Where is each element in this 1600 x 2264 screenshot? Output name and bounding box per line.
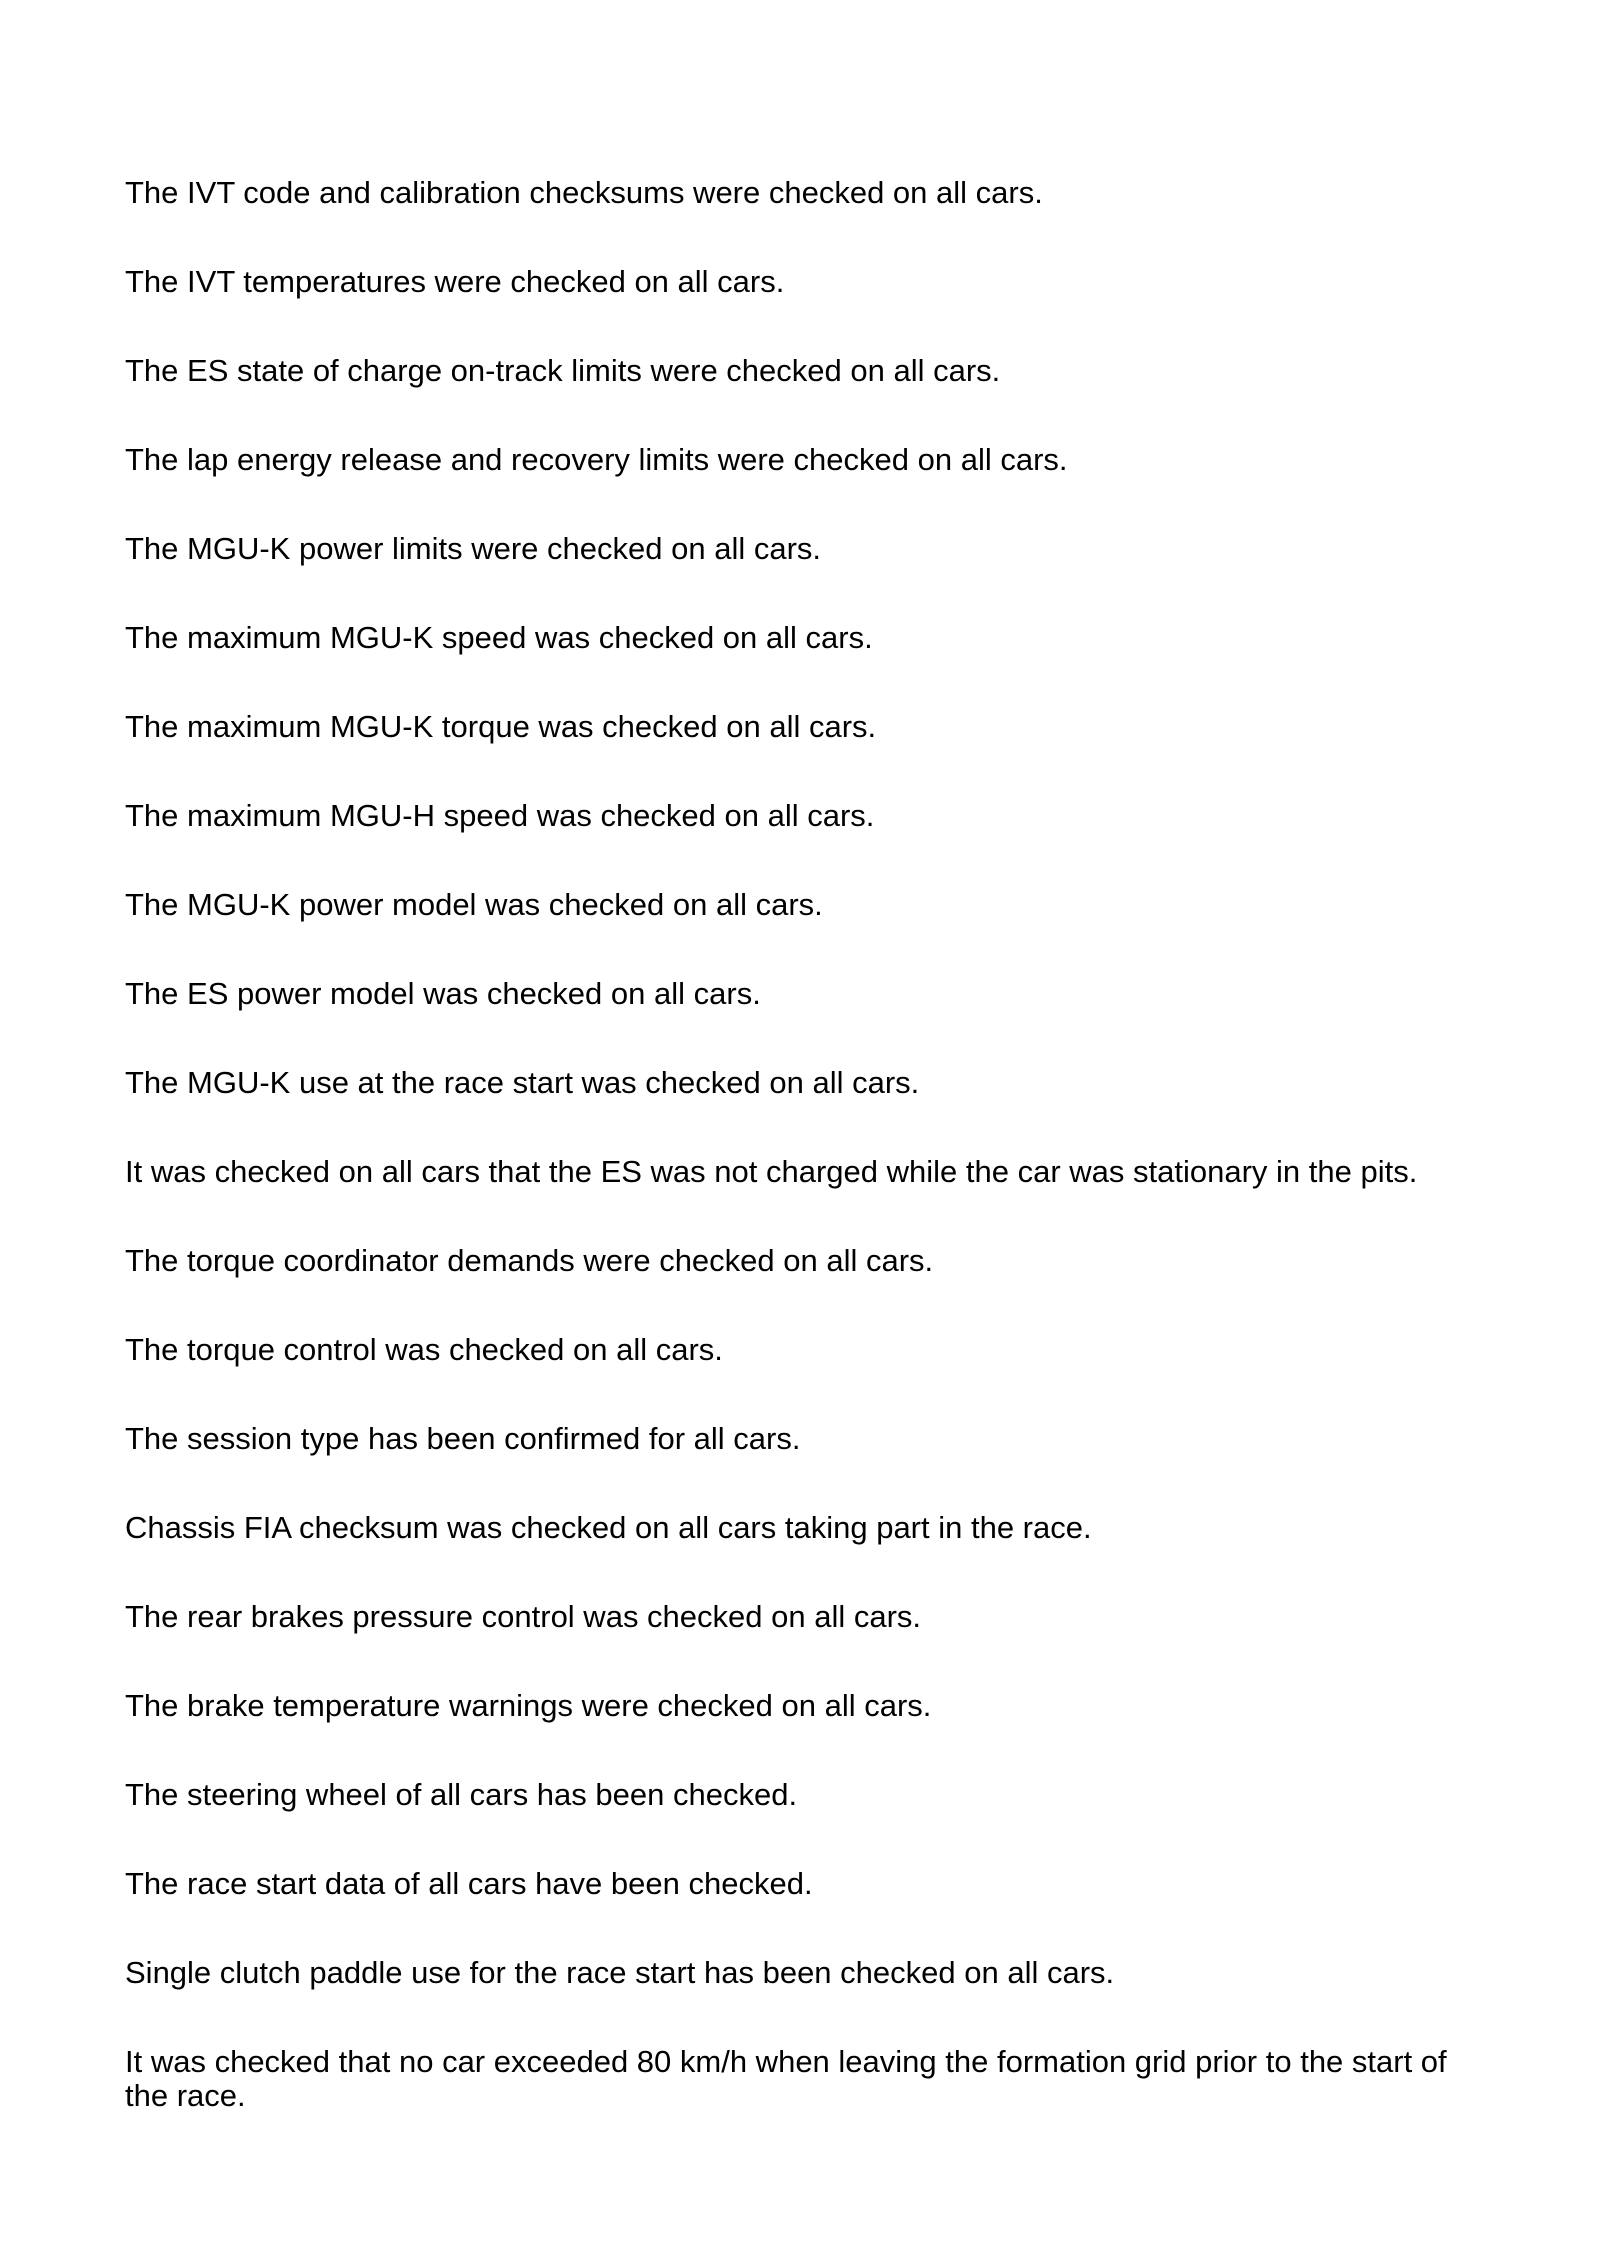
statement-paragraph: The session type has been confirmed for all cars.: [125, 1421, 801, 1456]
statement-paragraph: The race start data of all cars have been checked.: [125, 1866, 813, 1901]
statement-paragraph: Chassis FIA checksum was checked on all cars taking part in the race.: [125, 1510, 1092, 1545]
statement-paragraph: The lap energy release and recovery limits were checked on all cars.: [125, 442, 1068, 477]
statement-paragraph: The MGU-K power model was checked on all cars.: [125, 887, 823, 922]
statement-list: [125, 176, 1485, 2168]
statement-paragraph: The torque coordinator demands were checked on all cars.: [125, 1243, 934, 1278]
statement-paragraph: It was checked on all cars that the ES was not charged while the car was stationary in the pits.: [125, 1154, 1418, 1189]
statement-paragraph: The ES state of charge on-track limits were checked on all cars.: [125, 353, 1001, 388]
statement-paragraph: Single clutch paddle use for the race start has been checked on all cars.: [125, 1955, 1115, 1990]
statement-paragraph: The brake temperature warnings were checked on all cars.: [125, 1688, 932, 1723]
statement-paragraph: The IVT temperatures were checked on all cars.: [125, 264, 785, 299]
statement-paragraph: The maximum MGU-K speed was checked on all cars.: [125, 620, 873, 655]
statement-paragraph: It was checked that no car exceeded 80 km/h when leaving the formation grid prior to the start of the race.: [125, 2044, 1447, 2113]
statement-paragraph: The torque control was checked on all cars.: [125, 1332, 723, 1367]
statement-paragraph: The MGU-K power limits were checked on all cars.: [125, 531, 822, 566]
statement-paragraph: The MGU-K use at the race start was checked on all cars.: [125, 1065, 920, 1100]
statement-paragraph: The maximum MGU-K torque was checked on all cars.: [125, 709, 877, 744]
statement-paragraph: The IVT code and calibration checksums were checked on all cars.: [125, 175, 1043, 210]
statement-paragraph: The maximum MGU-H speed was checked on all cars.: [125, 798, 875, 833]
statement-paragraph: The rear brakes pressure control was checked on all cars.: [125, 1599, 922, 1634]
statement-paragraph: The steering wheel of all cars has been checked.: [125, 1777, 798, 1812]
statement-paragraph: The ES power model was checked on all cars.: [125, 976, 761, 1011]
